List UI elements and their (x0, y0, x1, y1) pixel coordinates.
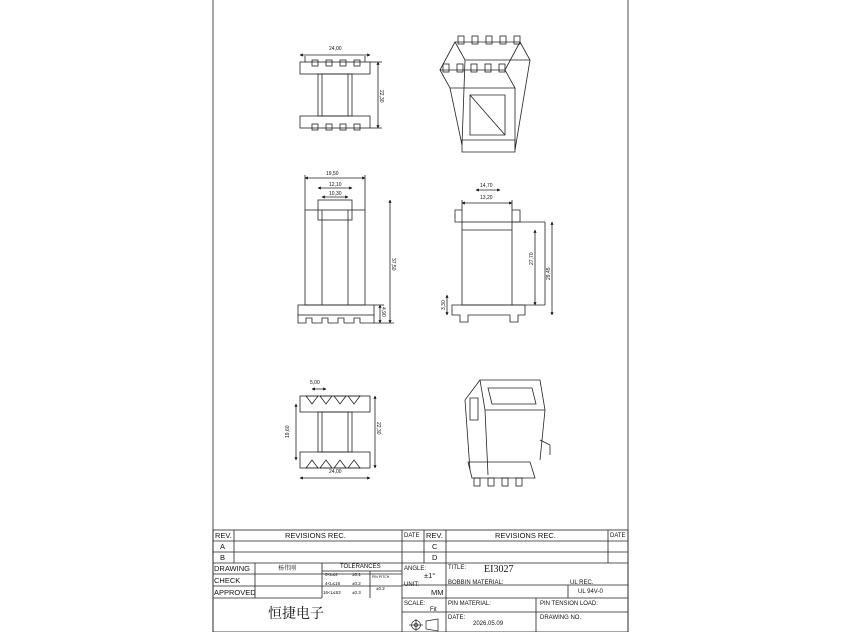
dim-bottom-height: 22,30 (375, 422, 381, 435)
revisions-header-left: REVISIONS REC. (285, 531, 346, 540)
dim-top-height: 22,30 (378, 90, 384, 103)
scale-label: SCALE: (404, 601, 426, 607)
date-value: 2026.05.09 (473, 621, 504, 627)
dim-top-width: 24,00 (329, 46, 342, 52)
title-value: EI3027 (484, 564, 514, 575)
rev-header-left: REV. (215, 531, 232, 540)
revisions-header-right: REVISIONS REC. (495, 531, 556, 540)
rev-row-a: A (220, 542, 226, 551)
dim-front-height: 37,50 (390, 258, 396, 271)
pin-material-label: PIN MATERIAL: (448, 601, 491, 607)
dim-side-width1: 14,70 (480, 183, 493, 189)
dim-front-base: 4,90 (380, 307, 386, 317)
drawing-no-label: DRAWING NO. (540, 615, 582, 621)
dim-front-inner2: 10,30 (329, 191, 342, 197)
dim-front-inner1: 12,10 (329, 182, 342, 188)
tol-range-1: 0<L≤4 (325, 572, 338, 577)
dim-bottom-inner-height: 19,60 (285, 425, 291, 438)
rev-row-d: D (432, 553, 438, 562)
approved-label: APPROVED (214, 588, 256, 597)
angle-label: ANGLE: (404, 566, 427, 572)
bobbin-material-label: BOBBIN MATERIAL: (448, 580, 504, 586)
title-label: TITLE: (448, 565, 467, 571)
pin-tension-label: PIN TENSION LOAD: (540, 601, 598, 607)
check-label: CHECK (214, 576, 241, 585)
dim-bottom-pin-pitch: 5,00 (310, 380, 320, 386)
date-label: DATE: (448, 615, 466, 621)
ul-rec-value: UL 94V-0 (578, 589, 603, 595)
projection-symbol-icon (409, 619, 438, 631)
dim-side-foot: 3,30 (441, 300, 447, 310)
scale-value: Fit (430, 607, 437, 613)
dim-side-height1: 27,70 (529, 252, 535, 265)
front-view (298, 175, 394, 323)
dim-bottom-width: 24,00 (329, 469, 342, 475)
tol-range-3: 16<L≤63 (323, 590, 341, 595)
tol-value-3: ±0.3 (352, 590, 361, 595)
angle-value: ±1° (424, 571, 436, 580)
unit-label: UNIT: (404, 582, 419, 588)
sheet-border (213, 0, 628, 632)
iso-view-top (440, 36, 530, 152)
dim-side-width2: 13,20 (480, 195, 493, 201)
rev-header-right: REV. (426, 531, 443, 540)
tol-value-2: ±0.2 (352, 581, 361, 586)
tol-range-2: 4<L≤16 (325, 581, 341, 586)
ul-rec-label: UL REC. (570, 580, 594, 586)
iso-view-bottom (465, 380, 550, 486)
pin-pitch-label: PIN PITCH (372, 575, 390, 579)
tol-value-1: ±0.1 (352, 572, 361, 577)
dim-side-height2: 29,45 (546, 267, 552, 280)
tolerances-label: TOLERANCES (340, 564, 381, 570)
top-view (300, 55, 382, 130)
unit-value: MM (431, 588, 444, 597)
date-header-right: DATE (610, 533, 626, 539)
company-name: 恒捷电子 (268, 607, 324, 622)
rev-row-c: C (432, 542, 438, 551)
drawing-value: 杨伟刚 (278, 566, 297, 572)
pin-pitch-value: ±0.2 (376, 586, 385, 591)
dim-front-overall-width: 19,50 (326, 171, 339, 177)
date-header-left: DATE (404, 533, 420, 539)
side-view (447, 190, 552, 322)
rev-row-b: B (220, 553, 226, 562)
bottom-view (296, 389, 375, 478)
drawing-label: DRAWING (214, 564, 250, 573)
